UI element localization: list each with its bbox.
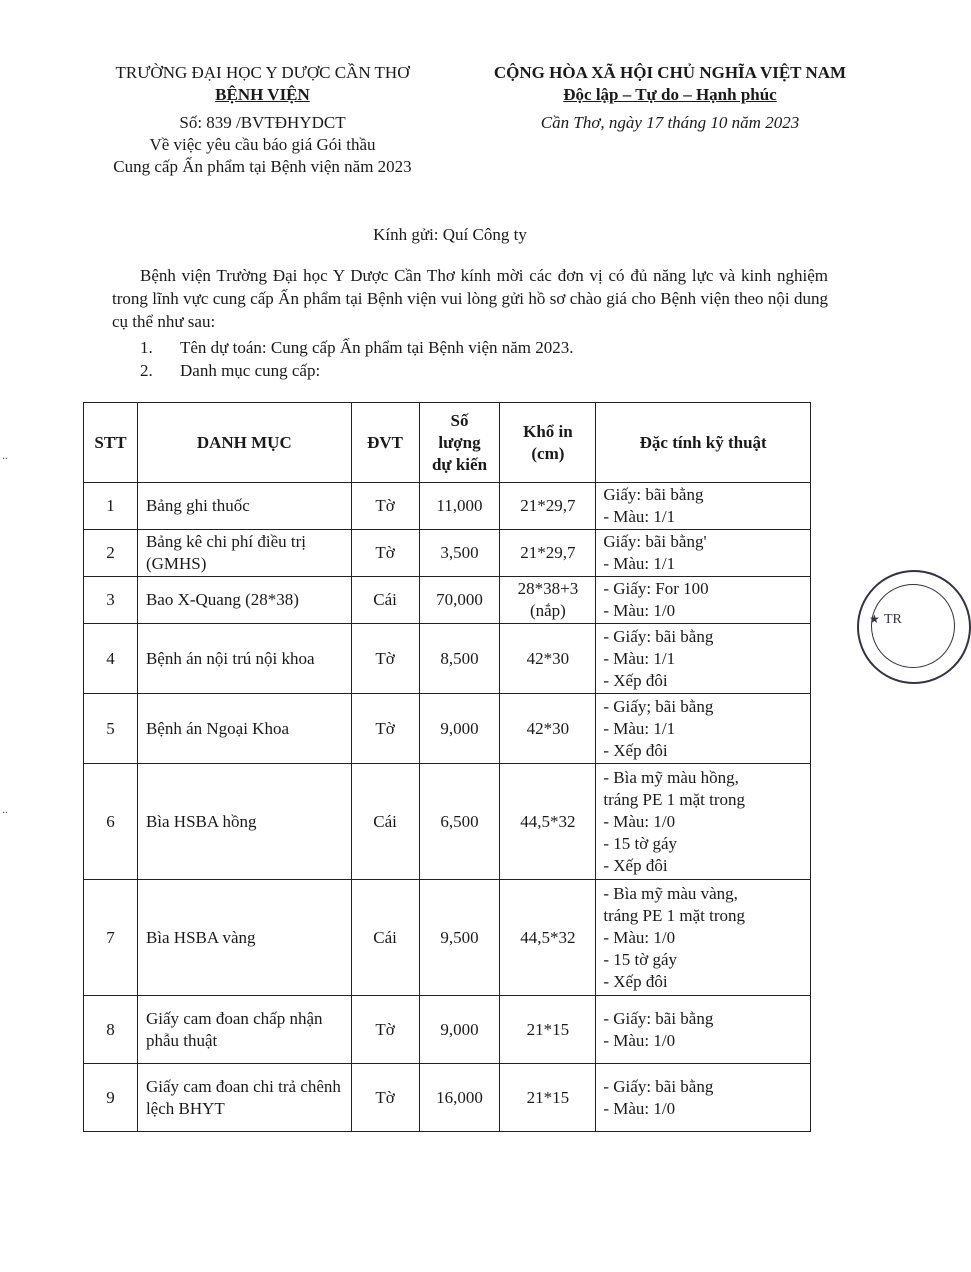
cell-quantity: 3,500 bbox=[419, 530, 500, 577]
cell-quantity: 70,000 bbox=[419, 577, 500, 624]
cell-item: Bìa HSBA hồng bbox=[137, 764, 351, 880]
list-text: Tên dự toán: Cung cấp Ấn phẩm tại Bệnh viện năm 2023. bbox=[180, 338, 574, 357]
header-stt: STT bbox=[84, 403, 138, 483]
header-quantity: Số lượng dự kiến bbox=[419, 403, 500, 483]
cell-stt: 1 bbox=[84, 483, 138, 530]
size-line: 44,5*32 bbox=[520, 927, 576, 947]
cell-spec bbox=[596, 624, 811, 694]
list-number: 1. bbox=[140, 338, 153, 357]
seal-stamp bbox=[857, 570, 971, 684]
scan-mark: .. bbox=[2, 802, 8, 816]
spec-line: tráng PE 1 mặt trong bbox=[603, 789, 746, 809]
spec-line: - Xếp đôi bbox=[603, 740, 668, 760]
cell-stt: 4 bbox=[84, 624, 138, 694]
spec-line: - Màu: 1/0 bbox=[603, 1030, 676, 1050]
cell-stt: 3 bbox=[84, 577, 138, 624]
size-line: 21*15 bbox=[526, 1019, 570, 1039]
cell-size bbox=[500, 764, 596, 880]
spec-line: - Màu: 1/1 bbox=[603, 718, 676, 738]
cell-unit: Tờ bbox=[351, 1064, 419, 1132]
spec-line: - Giấy: bãi bằng bbox=[603, 1076, 714, 1096]
cell-spec bbox=[596, 764, 811, 880]
spec-line: - Xếp đôi bbox=[603, 855, 668, 875]
national-motto: Độc lập – Tự do – Hạnh phúc bbox=[563, 85, 777, 104]
table-row bbox=[84, 483, 811, 530]
list-item bbox=[140, 361, 320, 381]
cell-spec bbox=[596, 880, 811, 996]
header-left bbox=[90, 62, 435, 178]
table-row bbox=[84, 577, 811, 624]
cell-quantity: 9,000 bbox=[419, 996, 500, 1064]
unit-name: BỆNH VIỆN bbox=[215, 85, 310, 104]
cell-stt: 2 bbox=[84, 530, 138, 577]
cell-size bbox=[500, 996, 596, 1064]
spec-line: - Xếp đôi bbox=[603, 670, 668, 690]
spec-line: - Màu: 1/0 bbox=[603, 601, 676, 620]
seal-star-icon: ★ bbox=[869, 612, 880, 626]
spec-line: - Bìa mỹ màu hồng, bbox=[603, 767, 739, 787]
cell-item: Giấy cam đoan chi trả chênh lệch BHYT bbox=[137, 1064, 351, 1132]
document-number: Số: 839 /BVTĐHYDCT bbox=[179, 113, 346, 132]
cell-unit: Tờ bbox=[351, 624, 419, 694]
size-line: 42*30 bbox=[526, 718, 570, 738]
cell-size bbox=[500, 530, 596, 577]
cell-item: Bảng ghi thuốc bbox=[137, 483, 351, 530]
cell-spec bbox=[596, 530, 811, 577]
spec-line: - Màu: 1/1 bbox=[603, 648, 676, 668]
header-right bbox=[470, 62, 870, 134]
cell-stt: 8 bbox=[84, 996, 138, 1064]
table-row bbox=[84, 530, 811, 577]
intro-paragraph: Bệnh viện Trường Đại học Y Dược Cần Thơ kính mời các đơn vị có đủ năng lực và kinh nghiệm trong lĩnh vực cung cấp Ấn phẩm tại Bệnh viện vui lòng gửi hồ sơ chào giá cho Bệnh viện theo nội dung cụ thể như sau: bbox=[112, 266, 828, 331]
table-row bbox=[84, 1064, 811, 1132]
cell-item: Bệnh án nội trú nội khoa bbox=[137, 624, 351, 694]
spec-line: - Bìa mỹ màu vàng, bbox=[603, 883, 738, 903]
cell-unit: Cái bbox=[351, 880, 419, 996]
spec-line: - Giấy: bãi bằng bbox=[603, 626, 714, 646]
header-spec: Đặc tính kỹ thuật bbox=[596, 403, 811, 483]
nation-title: CỘNG HÒA XÃ HỘI CHỦ NGHĨA VIỆT NAM bbox=[493, 63, 847, 82]
greeting: Kính gửi: Quí Công ty bbox=[373, 225, 527, 244]
spec-line: - Giấy; bãi bằng bbox=[603, 696, 714, 716]
cell-item: Bao X-Quang (28*38) bbox=[137, 577, 351, 624]
size-line: 28*38+3 bbox=[517, 579, 579, 598]
cell-stt: 5 bbox=[84, 694, 138, 764]
spec-line: - Màu: 1/0 bbox=[603, 927, 676, 947]
cell-item: Bảng kê chi phí điều trị (GMHS) bbox=[137, 530, 351, 577]
table-row bbox=[84, 764, 811, 880]
cell-size bbox=[500, 483, 596, 530]
header-unit: ĐVT bbox=[351, 403, 419, 483]
cell-quantity: 6,500 bbox=[419, 764, 500, 880]
cell-quantity: 8,500 bbox=[419, 624, 500, 694]
cell-spec bbox=[596, 1064, 811, 1132]
cell-spec bbox=[596, 996, 811, 1064]
cell-unit: Tờ bbox=[351, 530, 419, 577]
cell-item: Bệnh án Ngoại Khoa bbox=[137, 694, 351, 764]
table-row bbox=[84, 624, 811, 694]
cell-unit: Tờ bbox=[351, 483, 419, 530]
cell-quantity: 16,000 bbox=[419, 1064, 500, 1132]
spec-line: - Giấy: bãi bằng bbox=[603, 1008, 714, 1028]
cell-unit: Cái bbox=[351, 764, 419, 880]
size-line: (nắp) bbox=[529, 601, 566, 620]
size-line: 21*29,7 bbox=[520, 543, 576, 562]
header-size: Khổ in (cm) bbox=[500, 403, 596, 483]
spec-line: - 15 tờ gáy bbox=[603, 949, 678, 969]
cell-size bbox=[500, 694, 596, 764]
table-header-row bbox=[84, 403, 811, 483]
cell-unit: Tờ bbox=[351, 996, 419, 1064]
spec-line: - Màu: 1/1 bbox=[603, 554, 676, 573]
cell-spec bbox=[596, 483, 811, 530]
cell-size bbox=[500, 880, 596, 996]
items-table bbox=[83, 402, 811, 1132]
size-line: 21*29,7 bbox=[520, 496, 576, 515]
table-row bbox=[84, 880, 811, 996]
cell-unit: Cái bbox=[351, 577, 419, 624]
table-row bbox=[84, 694, 811, 764]
spec-line: - Giấy: For 100 bbox=[603, 579, 709, 598]
cell-quantity: 9,000 bbox=[419, 694, 500, 764]
cell-spec bbox=[596, 577, 811, 624]
list-number: 2. bbox=[140, 361, 153, 380]
cell-unit: Tờ bbox=[351, 694, 419, 764]
list-item bbox=[140, 338, 574, 358]
subject-line-1: Về việc yêu cầu báo giá Gói thầu bbox=[149, 135, 376, 154]
seal-text: TR bbox=[884, 612, 902, 627]
size-line: 42*30 bbox=[526, 648, 570, 668]
size-line: 44,5*32 bbox=[520, 811, 576, 831]
cell-size bbox=[500, 577, 596, 624]
cell-stt: 6 bbox=[84, 764, 138, 880]
cell-stt: 7 bbox=[84, 880, 138, 996]
cell-size bbox=[500, 1064, 596, 1132]
spec-line: - Màu: 1/1 bbox=[603, 507, 676, 526]
scan-mark: .. bbox=[2, 448, 8, 462]
spec-line: - Màu: 1/0 bbox=[603, 1098, 676, 1118]
cell-quantity: 11,000 bbox=[419, 483, 500, 530]
subject-line-2: Cung cấp Ấn phẩm tại Bệnh viện năm 2023 bbox=[113, 157, 412, 176]
spec-line: tráng PE 1 mặt trong bbox=[603, 905, 746, 925]
table-row bbox=[84, 996, 811, 1064]
place-date: Cần Thơ, ngày 17 tháng 10 năm 2023 bbox=[540, 113, 800, 132]
cell-spec bbox=[596, 694, 811, 764]
cell-item: Giấy cam đoan chấp nhận phẫu thuật bbox=[137, 996, 351, 1064]
cell-quantity: 9,500 bbox=[419, 880, 500, 996]
cell-item: Bìa HSBA vàng bbox=[137, 880, 351, 996]
list-text: Danh mục cung cấp: bbox=[180, 361, 321, 380]
spec-line: Giấy: bãi bằng bbox=[603, 485, 704, 504]
cell-stt: 9 bbox=[84, 1064, 138, 1132]
cell-size bbox=[500, 624, 596, 694]
size-line: 21*15 bbox=[526, 1087, 570, 1107]
spec-line: - Màu: 1/0 bbox=[603, 811, 676, 831]
spec-line: - 15 tờ gáy bbox=[603, 833, 678, 853]
org-name: TRƯỜNG ĐẠI HỌC Y DƯỢC CẦN THƠ bbox=[115, 63, 410, 82]
spec-line: Giấy: bãi bằng' bbox=[603, 532, 707, 551]
header-item: DANH MỤC bbox=[137, 403, 351, 483]
spec-line: - Xếp đôi bbox=[603, 971, 668, 991]
